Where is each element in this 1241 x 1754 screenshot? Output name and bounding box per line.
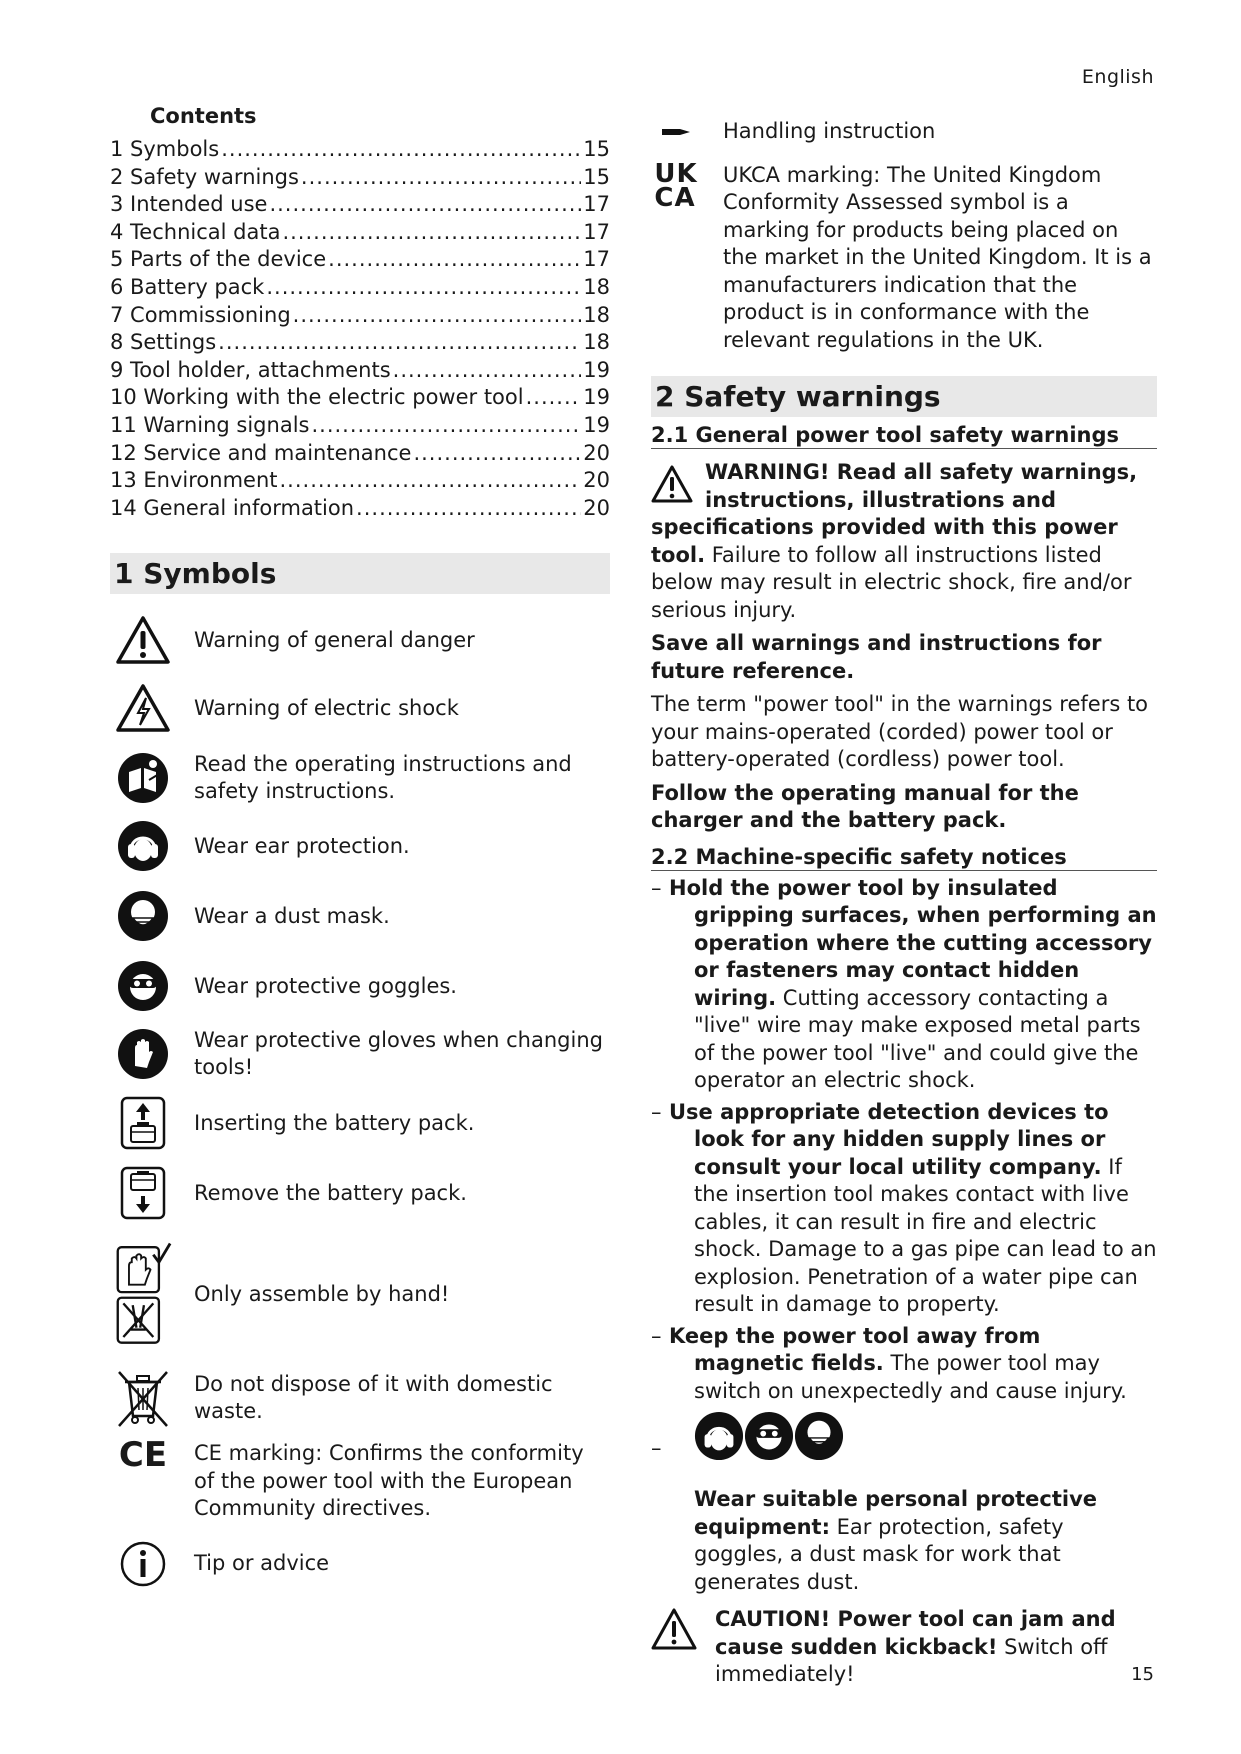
subheading-general: 2.1 General power tool safety warnings — [651, 423, 1157, 449]
dust-mask-icon — [114, 890, 172, 942]
symbol-row: Remove the battery pack. — [110, 1164, 610, 1222]
assemble-by-hand-icon — [114, 1238, 172, 1350]
gloves-icon — [114, 1028, 172, 1080]
general-warning: WARNING! Read all safety warnings, instructions, illustrations and specifications provided with this power tool. Failure to follow all instructions listed below may result in electric shock, fire and/or serious injury. — [651, 460, 1138, 622]
safety-bullet: – Keep the power tool away from magnetic fields. The power tool may switch on unexpectedly and cause injury. — [651, 1323, 1127, 1403]
symbol-row: Wear a dust mask. — [110, 888, 610, 944]
follow-manual: Follow the operating manual for the charger and the battery pack. — [651, 780, 1079, 832]
toc-item[interactable]: 1 Symbols ..... 15 — [110, 136, 610, 164]
symbol-row: Only assemble by hand! — [110, 1238, 610, 1350]
toc-item[interactable]: 4 Technical data ..... 17 — [110, 219, 610, 247]
goggles-icon — [114, 960, 172, 1012]
warning-triangle-icon — [651, 465, 693, 511]
save-instructions: Save all warnings and instructions for future reference. — [651, 631, 1102, 683]
subheading-machine: 2.2 Machine-specific safety notices — [651, 845, 1157, 871]
symbols-list — [110, 612, 610, 1589]
toc-item[interactable]: 7 Commissioning ..... 18 — [110, 302, 610, 330]
safety-bullet: – Hold the power tool by insulated gripping surfaces, when performing an operation where the cutting accessory or fasteners may contact hidden wiring. Cutting accessory contacting a "live" wire may make exposed metal parts of the power tool "live" and could give the operator an electric shock. — [651, 875, 1157, 1092]
safety-bullet: – Use appropriate detection devices to look for any hidden supply lines or consult your local utility company. If the insertion tool makes contact with live cables, it can result in fire and electric shock. Damage to a gas pipe can lead to an explosion. Penetration of a water pipe can result in damage to property. — [651, 1099, 1157, 1316]
arrow-icon — [651, 126, 701, 138]
toc-item[interactable]: 6 Battery pack ..... 18 — [110, 274, 610, 302]
symbol-row: Read the operating instructions and safety instructions. — [110, 750, 610, 806]
toc-item[interactable]: 9 Tool holder, attachments ..... 19 — [110, 357, 610, 385]
left-column — [110, 104, 610, 1589]
goggles-icon — [744, 1411, 794, 1465]
symbol-row: Warning of electric shock — [110, 680, 610, 736]
warning-triangle-icon — [651, 1608, 701, 1658]
toc-item[interactable]: 11 Warning signals ..... 19 — [110, 412, 610, 440]
ukca-row: UK CA UKCA marking: The United Kingdom Conformity Assessed symbol is a marking for products being placed on the market in the United Kingdom. It is a manufacturers indication that the product is in conformance with the relevant regulations in the UK. — [651, 162, 1157, 355]
safety-heading: 2 Safety warnings — [651, 376, 1157, 417]
ear-protection-icon — [694, 1411, 744, 1465]
symbol-row: CE CE marking: Confirms the conformity of the power tool with the European Community directives. — [110, 1440, 610, 1523]
power-tool-term: The term "power tool" in the warnings refers to your mains-operated (corded) power tool or battery-operated (cordless) power tool. — [651, 692, 1149, 771]
caution-kickback: CAUTION! Power tool can jam and cause sudden kickback! Switch off immediately! — [651, 1606, 1157, 1689]
toc-item[interactable]: 8 Settings ..... 18 — [110, 329, 610, 357]
toc-item[interactable]: 12 Service and maintenance ..... 20 — [110, 440, 610, 468]
toc-item[interactable]: 2 Safety warnings ..... 15 — [110, 164, 610, 192]
table-of-contents — [110, 136, 610, 522]
toc-item[interactable]: 5 Parts of the device ..... 17 — [110, 246, 610, 274]
symbol-row: Tip or advice — [110, 1539, 610, 1589]
ppe-instruction: Wear suitable personal protective equipment: Ear protection, safety goggles, a dust mask for work that generates dust. — [694, 1487, 1098, 1594]
toc-item[interactable]: 14 General information ..... 20 — [110, 495, 610, 523]
ppe-icons-row: – — [651, 1411, 1157, 1465]
toc-item[interactable]: 10 Working with the electric power tool ..... 19 — [110, 384, 610, 412]
contents-title: Contents — [150, 104, 257, 128]
right-column — [651, 104, 1157, 1689]
symbol-row: Do not dispose of it with domestic waste. — [110, 1368, 610, 1428]
insert-battery-icon — [114, 1096, 172, 1150]
ear-protection-icon — [114, 820, 172, 872]
info-icon — [114, 1541, 172, 1587]
dust-mask-icon — [794, 1411, 844, 1465]
warning-triangle-icon — [114, 615, 172, 665]
handling-instruction-row: Handling instruction — [651, 118, 1157, 146]
symbols-heading: 1 Symbols — [110, 553, 610, 594]
symbol-row: Warning of general danger — [110, 612, 610, 668]
language-label: English — [1081, 66, 1154, 88]
electric-shock-icon — [114, 683, 172, 733]
weee-bin-icon — [114, 1368, 172, 1428]
symbol-row: Wear protective gloves when changing tools! — [110, 1026, 610, 1082]
symbol-row: Wear ear protection. — [110, 818, 610, 874]
ukca-mark-icon: UK CA — [654, 158, 698, 213]
page-number: 15 — [1131, 1664, 1154, 1685]
toc-item[interactable]: 3 Intended use ..... 17 — [110, 191, 610, 219]
ce-mark-icon: CE — [118, 1435, 168, 1476]
read-manual-icon — [114, 752, 172, 804]
symbol-row: Inserting the battery pack. — [110, 1094, 610, 1152]
symbol-row: Wear protective goggles. — [110, 958, 610, 1014]
remove-battery-icon — [114, 1166, 172, 1220]
toc-item[interactable]: 13 Environment ..... 20 — [110, 467, 610, 495]
